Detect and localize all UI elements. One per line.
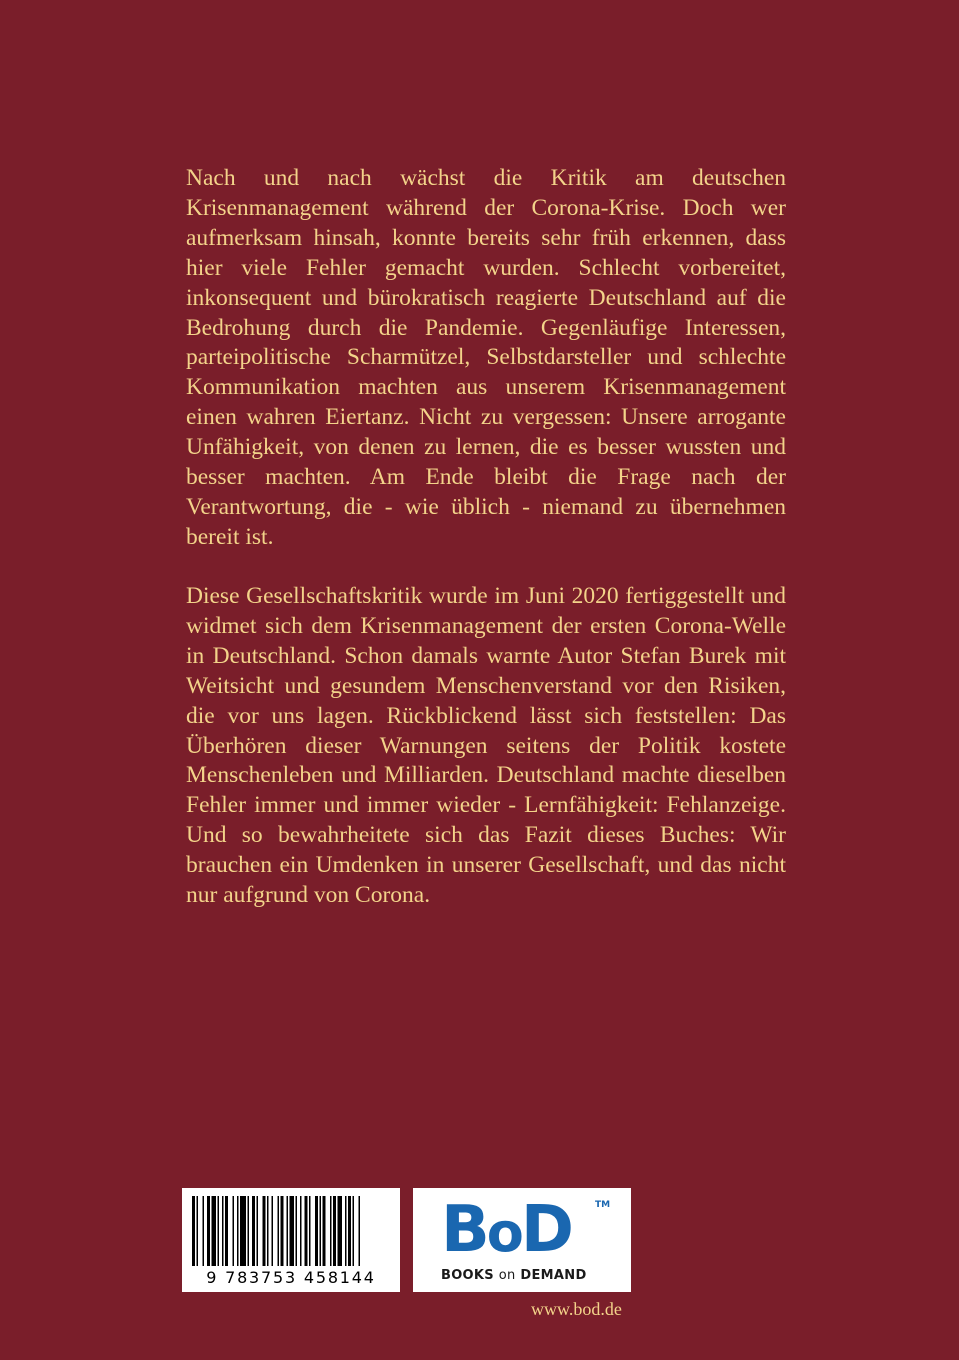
bod-wordmark bbox=[441, 1194, 571, 1269]
blurb-paragraph-1: Nach und nach wächst die Kritik am deutschen Krisenmanagement während der Corona-Krise. Doch wer aufmerksam hinsah, konnte bereits sehr früh erkennen, dass hier viele Fehler gemacht wurden. Schlecht vorbereitet, inkonsequent und bürokratisch reagierte Deutschland auf die Bedrohung durch die Pandemie. Gegenläufige Interessen, parteipolitische Scharmützel, Selbstdarsteller und schlechte Kommunikation machten aus unserem Krisenmanagement einen wahren Eiertanz. Nicht zu vergessen: Unsere arrogante Unfähigkeit, von denen zu lernen, die es besser wussten und besser machten. Am Ende bleibt die Frage nach der Verantwortung, die - wie üblich - niemand zu übernehmen bereit ist. bbox=[186, 165, 786, 550]
trademark-symbol: TM bbox=[595, 1200, 611, 1210]
barcode-icon bbox=[190, 1196, 392, 1268]
tagline-books: BOOKS bbox=[441, 1268, 494, 1283]
blurb-paragraph-2: Diese Gesellschaftskritik wurde im Juni 2020 fertiggestellt und widmet sich dem Krisenmanagement der ersten Corona-Welle in Deutschland. Schon damals warnte Autor Stefan Burek mit Weitsicht und gesundem Menschenverstand vor den Risiken, die vor uns lagen. Rückblickend lässt sich feststellen: Das Überhören dieser Warnungen seitens der Politik kostete Menschenleben und Milliarden. Deutschland machte dieselben Fehler immer und immer wieder - Lernfähigkeit: Fehlanzeige. Und so bewahrheitete sich das Fazit dieses Buches: Wir brauchen ein Umdenken in unserer Gesellschaft, und das nicht nur aufgrund von Corona. bbox=[186, 583, 786, 909]
isbn-number: 9 783753 458144 bbox=[206, 1268, 376, 1287]
barcode bbox=[182, 1188, 400, 1292]
publisher-logo bbox=[413, 1188, 631, 1292]
bod-letter-b: B bbox=[441, 1193, 487, 1267]
bod-letter-d: D bbox=[520, 1193, 572, 1267]
bod-letter-o: o bbox=[486, 1201, 521, 1264]
tagline-on: on bbox=[498, 1268, 516, 1283]
publisher-tagline bbox=[441, 1268, 587, 1283]
tagline-demand: DEMAND bbox=[520, 1268, 587, 1283]
publisher-website: www.bod.de bbox=[531, 1299, 622, 1319]
